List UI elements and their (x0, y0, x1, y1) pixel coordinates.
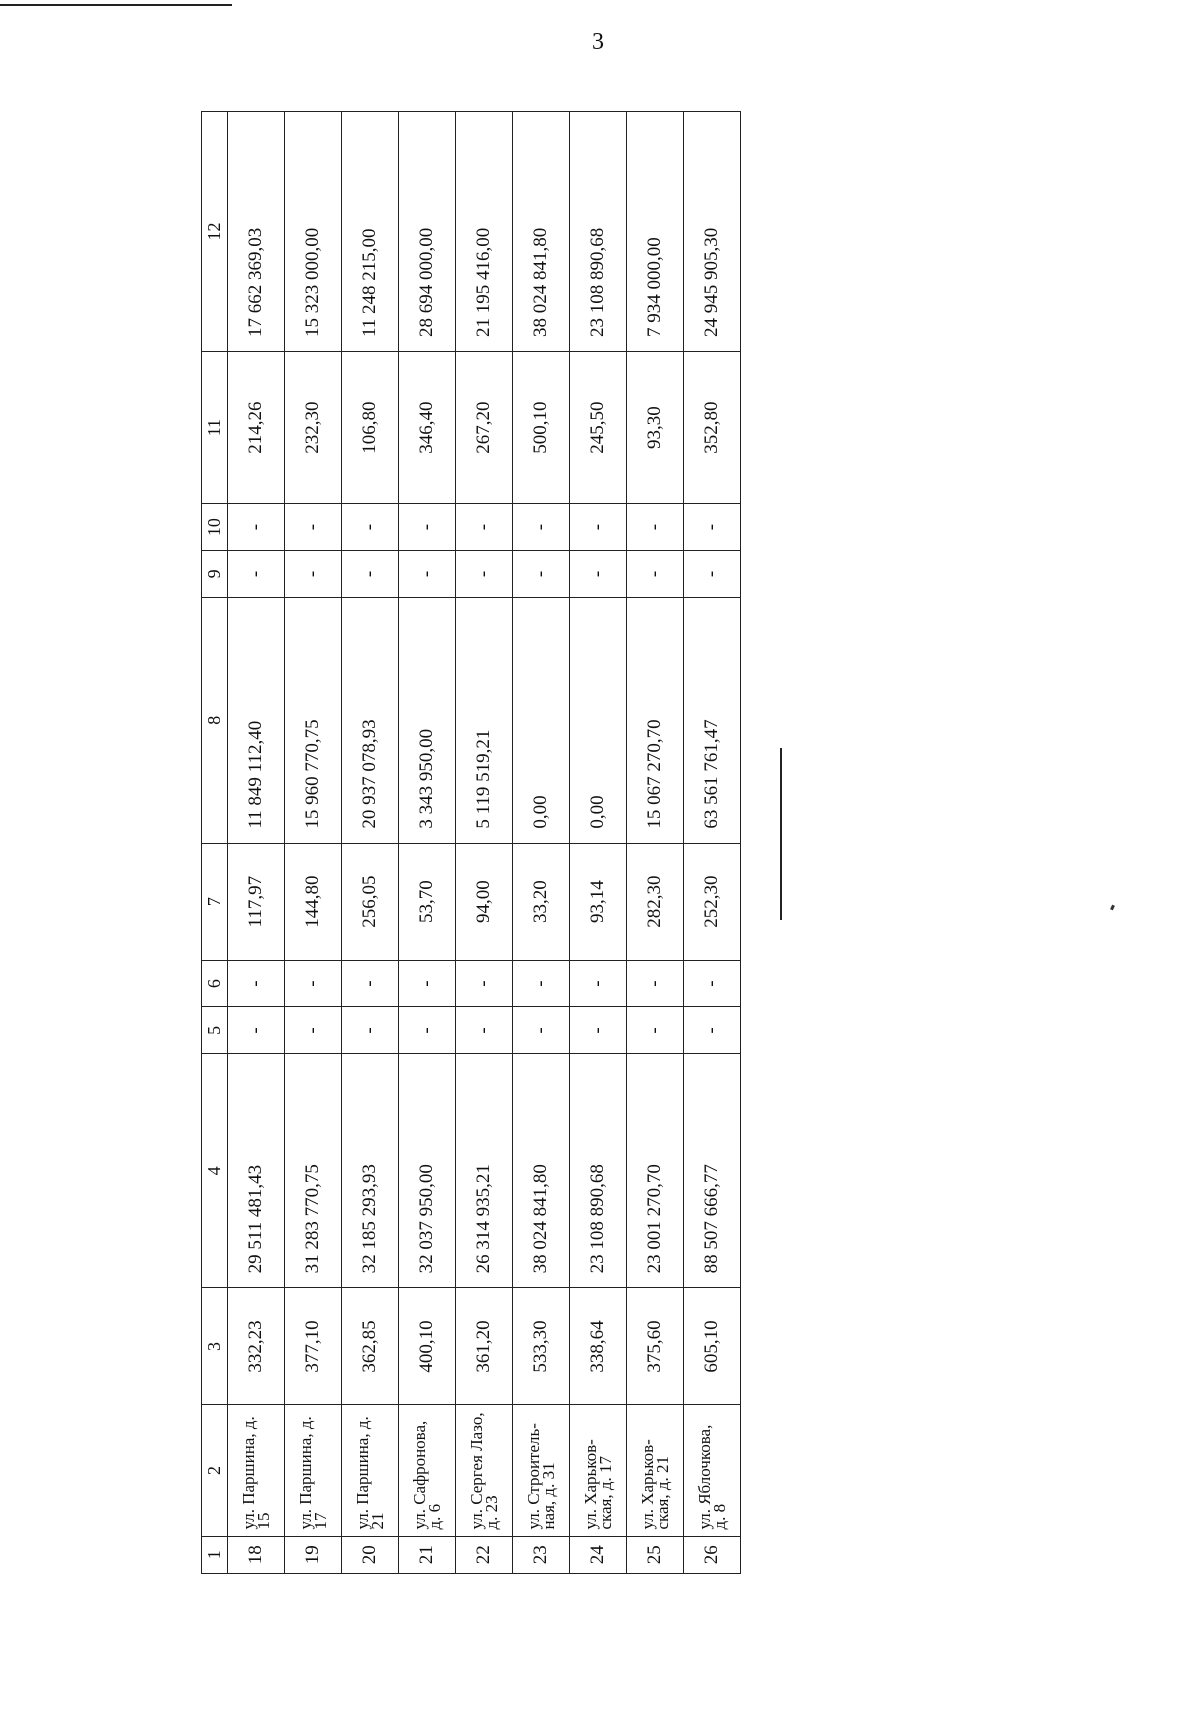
table-cell: 28 694 000,00 (399, 112, 456, 352)
table-cell: 3 343 950,00 (399, 597, 456, 843)
table-cell: 93,30 (627, 352, 684, 504)
table-cell: 0,00 (513, 597, 570, 843)
table-cell: 375,60 (627, 1288, 684, 1405)
table-cell: 94,00 (456, 843, 513, 960)
table-cell: - (342, 504, 399, 551)
table-cell: 346,40 (399, 352, 456, 504)
column-header-1: 1 (202, 1536, 228, 1573)
separator-rule (780, 748, 782, 920)
table-cell: 24 (570, 1536, 627, 1573)
table-cell: 214,26 (228, 352, 285, 504)
table-cell: - (513, 1007, 570, 1054)
column-header-10: 10 (202, 504, 228, 551)
table-body (228, 112, 741, 1574)
table-cell: - (513, 504, 570, 551)
table-cell: 11 248 215,00 (342, 112, 399, 352)
table-cell: - (285, 960, 342, 1007)
table-cell: - (399, 551, 456, 598)
table-cell: 31 283 770,75 (285, 1054, 342, 1288)
table-cell: 38 024 841,80 (513, 112, 570, 352)
table-cell: 400,10 (399, 1288, 456, 1405)
column-header-2: 2 (202, 1405, 228, 1536)
table-cell: ул. Харьков-ская, д. 21 (627, 1405, 684, 1536)
table-cell: 533,30 (513, 1288, 570, 1405)
table-cell: - (456, 504, 513, 551)
table-cell: 88 507 666,77 (684, 1054, 741, 1288)
table-cell: ул. Паршина, д. 21 (342, 1405, 399, 1536)
table-cell: - (456, 551, 513, 598)
table-row (684, 112, 741, 1574)
table-cell: 33,20 (513, 843, 570, 960)
table-cell: 21 (399, 1536, 456, 1573)
table-container (201, 111, 729, 1574)
table-cell: - (513, 960, 570, 1007)
column-header-5: 5 (202, 1007, 228, 1054)
table-cell: - (285, 504, 342, 551)
table-cell: ул. Яблочкова, д. 8 (684, 1405, 741, 1536)
table-cell: - (684, 960, 741, 1007)
table-cell: - (627, 504, 684, 551)
table-cell: 29 511 481,43 (228, 1054, 285, 1288)
table-cell: 267,20 (456, 352, 513, 504)
table-cell: - (684, 551, 741, 598)
table-cell: 5 119 519,21 (456, 597, 513, 843)
table-cell: ул. Харьков-ская, д. 17 (570, 1405, 627, 1536)
table-cell: - (285, 551, 342, 598)
table-cell: 282,30 (627, 843, 684, 960)
table-row (342, 112, 399, 1574)
column-header-6: 6 (202, 960, 228, 1007)
table-cell: 23 108 890,68 (570, 112, 627, 352)
table-cell: ул. Сергея Лазо, д. 23 (456, 1405, 513, 1536)
table-cell: 245,50 (570, 352, 627, 504)
table-cell: ул. Строитель-ная, д. 31 (513, 1405, 570, 1536)
table-cell: - (570, 551, 627, 598)
table-row (456, 112, 513, 1574)
table-row (285, 112, 342, 1574)
table-cell: 25 (627, 1536, 684, 1573)
table-cell: 352,80 (684, 352, 741, 504)
table-cell: 7 934 000,00 (627, 112, 684, 352)
column-header-4: 4 (202, 1054, 228, 1288)
table-cell: - (627, 960, 684, 1007)
table-cell: - (627, 551, 684, 598)
table-cell: - (228, 1007, 285, 1054)
table-cell: 24 945 905,30 (684, 112, 741, 352)
table-cell: - (342, 1007, 399, 1054)
column-header-11: 11 (202, 352, 228, 504)
column-header-3: 3 (202, 1288, 228, 1405)
table-cell: 15 960 770,75 (285, 597, 342, 843)
table-cell: ул. Паршина, д. 15 (228, 1405, 285, 1536)
table-cell: 252,30 (684, 843, 741, 960)
table-cell: 0,00 (570, 597, 627, 843)
table-cell: 32 037 950,00 (399, 1054, 456, 1288)
table-cell: - (684, 1007, 741, 1054)
table-cell: 361,20 (456, 1288, 513, 1405)
table-cell: - (228, 551, 285, 598)
table-cell: - (285, 1007, 342, 1054)
table-row (513, 112, 570, 1574)
table-cell: - (342, 551, 399, 598)
scan-speck (1110, 905, 1115, 911)
table-cell: 18 (228, 1536, 285, 1573)
table-cell: 53,70 (399, 843, 456, 960)
table-cell: 605,10 (684, 1288, 741, 1405)
table-cell: 38 024 841,80 (513, 1054, 570, 1288)
table-cell: - (684, 504, 741, 551)
table-row (627, 112, 684, 1574)
table-cell: - (456, 960, 513, 1007)
table-cell: 32 185 293,93 (342, 1054, 399, 1288)
table-cell: 22 (456, 1536, 513, 1573)
table-cell: 26 314 935,21 (456, 1054, 513, 1288)
table-cell: 256,05 (342, 843, 399, 960)
table-cell: - (228, 504, 285, 551)
table-row (570, 112, 627, 1574)
table-cell: 377,10 (285, 1288, 342, 1405)
table-cell: 20 937 078,93 (342, 597, 399, 843)
table-cell: 63 561 761,47 (684, 597, 741, 843)
table-cell: 23 (513, 1536, 570, 1573)
table-cell: - (342, 960, 399, 1007)
table-cell: 332,23 (228, 1288, 285, 1405)
column-header-9: 9 (202, 551, 228, 598)
table-cell: 11 849 112,40 (228, 597, 285, 843)
column-header-7: 7 (202, 843, 228, 960)
column-header-12: 12 (202, 112, 228, 352)
table-cell: 232,30 (285, 352, 342, 504)
table-cell: 362,85 (342, 1288, 399, 1405)
table-cell: - (399, 960, 456, 1007)
table-cell: - (228, 960, 285, 1007)
page-number: 3 (592, 29, 604, 55)
table-cell: - (399, 1007, 456, 1054)
table-cell: - (570, 960, 627, 1007)
table-cell: 21 195 416,00 (456, 112, 513, 352)
table-cell: - (570, 1007, 627, 1054)
table-cell: 26 (684, 1536, 741, 1573)
table-cell: 500,10 (513, 352, 570, 504)
table-cell: 17 662 369,03 (228, 112, 285, 352)
table-cell: 106,80 (342, 352, 399, 504)
table-cell: 23 001 270,70 (627, 1054, 684, 1288)
table-cell: - (399, 504, 456, 551)
table-row (228, 112, 285, 1574)
table-cell: 15 067 270,70 (627, 597, 684, 843)
table-cell: - (627, 1007, 684, 1054)
table-cell: 20 (342, 1536, 399, 1573)
top-rule (0, 4, 232, 6)
table-cell: 23 108 890,68 (570, 1054, 627, 1288)
data-table (201, 111, 741, 1574)
table-cell: - (513, 551, 570, 598)
table-cell: 144,80 (285, 843, 342, 960)
table-cell: ул. Сафронова, д. 6 (399, 1405, 456, 1536)
table-cell: 15 323 000,00 (285, 112, 342, 352)
table-cell: 93,14 (570, 843, 627, 960)
header-row (202, 112, 228, 1574)
table-cell: 19 (285, 1536, 342, 1573)
table-cell: ул. Паршина, д. 17 (285, 1405, 342, 1536)
table-row (399, 112, 456, 1574)
column-header-8: 8 (202, 597, 228, 843)
table-cell: 117,97 (228, 843, 285, 960)
table-cell: - (570, 504, 627, 551)
table-cell: - (456, 1007, 513, 1054)
table-cell: 338,64 (570, 1288, 627, 1405)
